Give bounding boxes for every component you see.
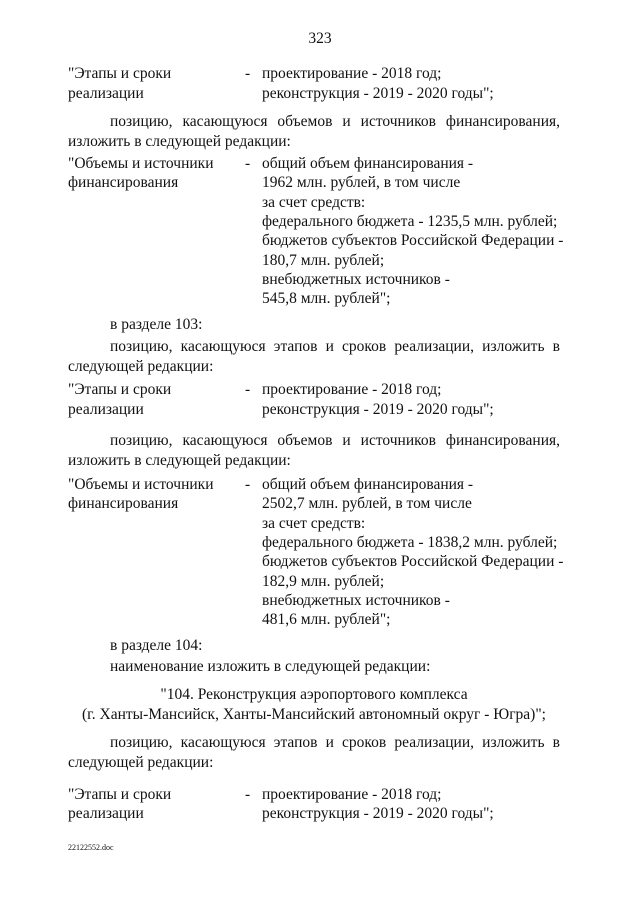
block4-right-line8: 481,6 млн. рублей";	[262, 611, 391, 628]
section-104-heading: в разделе 104:	[110, 637, 203, 654]
block2-right-line8: 545,8 млн. рублей";	[262, 290, 391, 307]
block1-right-line2: реконструкция - 2019 - 2020 годы";	[262, 85, 494, 102]
block3-dash: -	[245, 381, 251, 398]
para2-line1: позицию, касающуюся этапов и сроков реализации, изложить в	[110, 338, 560, 355]
block3-left-line2: реализации	[68, 401, 144, 418]
block3-left-line1: "Этапы и сроки	[68, 381, 172, 398]
naming-instruction: наименование изложить в следующей редакции:	[110, 658, 431, 675]
block1-left-line1: "Этапы и сроки	[68, 65, 172, 82]
block3-right-line2: реконструкция - 2019 - 2020 годы";	[262, 401, 494, 418]
block1-right-line1: проектирование - 2018 год;	[262, 65, 442, 82]
section-103-heading: в разделе 103:	[110, 316, 203, 333]
para2-line2: следующей редакции:	[68, 358, 214, 375]
block4-right-line6: 182,9 млн. рублей;	[262, 573, 385, 590]
block5-dash: -	[245, 786, 251, 803]
block4-left-line1: "Объемы и источники	[68, 476, 214, 493]
para1-line2: изложить в следующей редакции:	[68, 133, 291, 150]
block5-left-line2: реализации	[68, 805, 144, 822]
block4-right-line3: за счет средств:	[262, 515, 366, 532]
para3-line1: позицию, касающуюся объемов и источников финансирования,	[110, 432, 560, 449]
para4-line2: следующей редакции:	[68, 754, 214, 771]
block2-dash: -	[245, 155, 251, 172]
block2-right-line1: общий объем финансирования -	[262, 155, 474, 172]
para4-line1: позицию, касающуюся этапов и сроков реализации, изложить в	[110, 734, 560, 751]
block2-right-line4: федерального бюджета - 1235,5 млн. рублей;	[262, 213, 558, 230]
block1-left-line2: реализации	[68, 85, 144, 102]
title-104-line2: (г. Ханты-Мансийск, Ханты-Мансийский автономный округ - Югра)";	[82, 706, 546, 723]
block5-right-line2: реконструкция - 2019 - 2020 годы";	[262, 805, 494, 822]
block3-right-line1: проектирование - 2018 год;	[262, 381, 442, 398]
block2-right-line7: внебюджетных источников -	[262, 271, 450, 288]
para1-line1: позицию, касающуюся объемов и источников финансирования,	[110, 113, 560, 130]
footer-filename: 22122552.doc	[68, 843, 114, 852]
block4-right-line1: общий объем финансирования -	[262, 476, 474, 493]
block2-right-line3: за счет средств:	[262, 194, 366, 211]
block1-dash: -	[245, 65, 251, 82]
block4-right-line5: бюджетов субъектов Российской Федерации -	[262, 553, 564, 570]
block2-right-line5: бюджетов субъектов Российской Федерации -	[262, 232, 564, 249]
page-number: 323	[308, 30, 332, 47]
block4-dash: -	[245, 476, 251, 493]
block5-right-line1: проектирование - 2018 год;	[262, 786, 442, 803]
block5-left-line1: "Этапы и сроки	[68, 786, 172, 803]
block4-right-line4: федерального бюджета - 1838,2 млн. рублей;	[262, 534, 558, 551]
block4-right-line7: внебюджетных источников -	[262, 592, 450, 609]
block2-right-line2: 1962 млн. рублей, в том числе	[262, 174, 461, 191]
block4-left-line2: финансирования	[68, 495, 179, 512]
block2-right-line6: 180,7 млн. рублей;	[262, 252, 385, 269]
block4-right-line2: 2502,7 млн. рублей, в том числе	[262, 495, 472, 512]
block2-left-line2: финансирования	[68, 174, 179, 191]
title-104-line1: "104. Реконструкция аэропортового комплекса	[160, 686, 468, 703]
para3-line2: изложить в следующей редакции:	[68, 452, 291, 469]
block2-left-line1: "Объемы и источники	[68, 155, 214, 172]
